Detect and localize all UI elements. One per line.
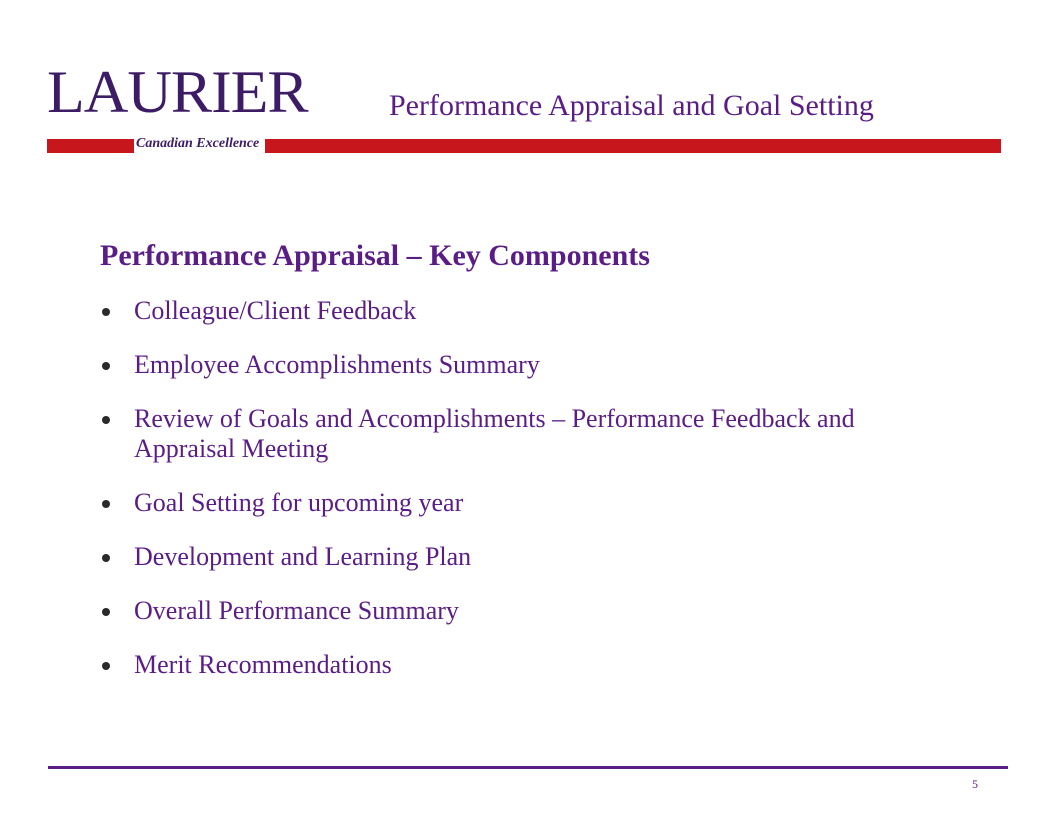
list-item-text: Development and Learning Plan bbox=[134, 542, 472, 571]
list-item-text: Overall Performance Summary bbox=[134, 596, 459, 625]
logo-tagline: Canadian Excellence bbox=[134, 134, 265, 154]
list-item-text: Review of Goals and Accomplishments – Performance Feedback and Appraisal Meeting bbox=[134, 404, 855, 463]
list-item-text: Goal Setting for upcoming year bbox=[134, 488, 464, 517]
list-item bbox=[100, 296, 950, 326]
list-item bbox=[100, 350, 950, 380]
bullet-icon bbox=[102, 308, 110, 316]
bullet-icon bbox=[102, 554, 110, 562]
bullet-icon bbox=[102, 608, 110, 616]
key-components-list bbox=[100, 296, 950, 704]
list-item-text: Employee Accomplishments Summary bbox=[134, 350, 540, 379]
list-item bbox=[100, 542, 950, 572]
bullet-icon bbox=[102, 362, 110, 370]
list-item bbox=[100, 650, 950, 680]
bullet-icon bbox=[102, 662, 110, 670]
list-item bbox=[100, 596, 950, 626]
list-item-text: Colleague/Client Feedback bbox=[134, 296, 417, 325]
footer-divider bbox=[48, 766, 1008, 769]
page-number: 5 bbox=[972, 777, 978, 791]
laurier-logo: LAURIER bbox=[47, 59, 308, 125]
bullet-icon bbox=[102, 416, 110, 424]
section-heading: Performance Appraisal – Key Components bbox=[100, 239, 650, 272]
slide-header-title: Performance Appraisal and Goal Setting bbox=[389, 89, 874, 122]
list-item-text: Merit Recommendations bbox=[134, 650, 392, 679]
bullet-icon bbox=[102, 500, 110, 508]
list-item bbox=[100, 404, 950, 464]
list-item bbox=[100, 488, 950, 518]
